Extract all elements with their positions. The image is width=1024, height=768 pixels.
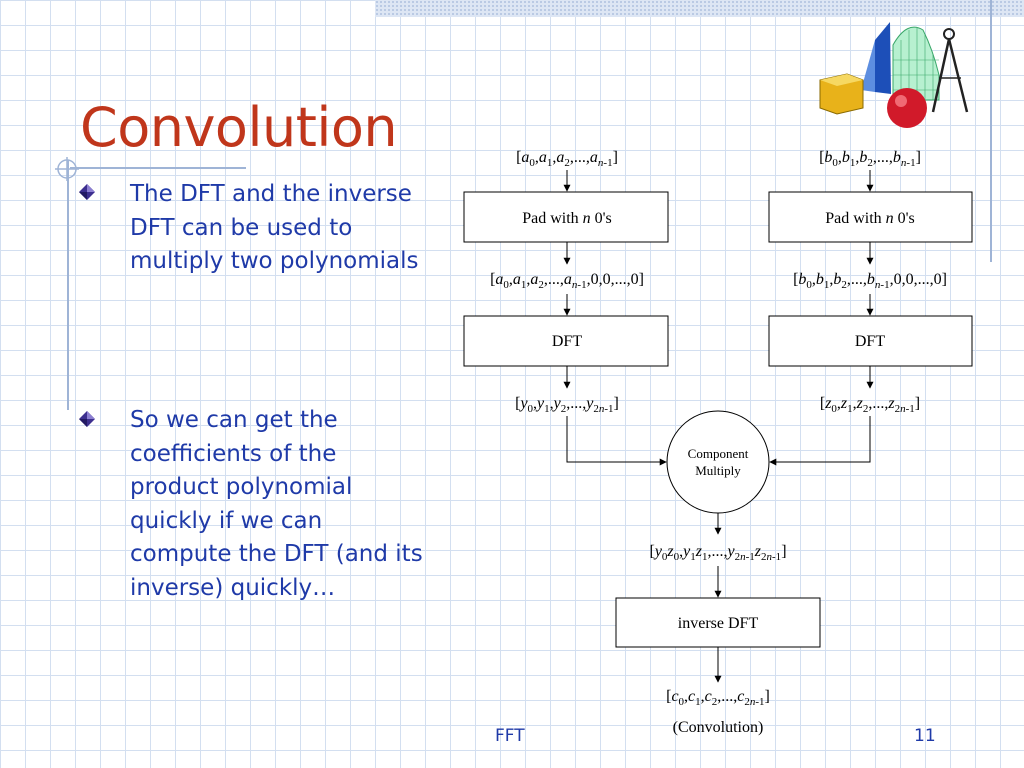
right-input-expression: $[b_0,b_1,b_2,...,b_n-1]$ — [819, 149, 921, 169]
title-underline — [70, 167, 246, 169]
diamond-bullet-icon — [78, 183, 96, 201]
component-multiply-node — [667, 411, 769, 513]
left-decor-rule — [67, 160, 69, 410]
convolution-flow-diagram — [440, 140, 1010, 745]
arrow — [770, 416, 870, 462]
right-transform-expression: $[z_0,z_1,z_2,...,z_2n-1]$ — [819, 395, 921, 415]
inverse-dft-box — [616, 598, 820, 647]
output-caption: (Convolution) — [672, 719, 764, 736]
left-padded-expression: $[a_0,a_1,a_2,...,a_n-1,0,0,...,0]$ — [490, 271, 644, 291]
top-decor-band — [375, 0, 1024, 17]
left-pad-box — [464, 192, 668, 242]
right-dft-box — [769, 316, 972, 366]
svg-text:inverse DFT: inverse DFT — [677, 615, 759, 632]
svg-text:DFT: DFT — [854, 333, 886, 350]
right-pad-box — [769, 192, 972, 242]
svg-text:Pad with n 0's: Pad with n 0's — [825, 210, 915, 227]
slide-title: Convolution — [80, 96, 398, 159]
diamond-bullet-icon — [78, 410, 96, 428]
crosshair-icon — [55, 157, 79, 181]
bullet-text: The DFT and the inverse DFT can be used to multiply two polynomials — [130, 181, 419, 274]
footer-label: FFT — [495, 726, 525, 746]
left-dft-box — [464, 316, 668, 366]
svg-text:Component: Component — [687, 446, 749, 461]
output-expression: $[c_0,c_1,c_2,...,c_2n-1]$ — [666, 688, 770, 708]
right-padded-expression: $[b_0,b_1,b_2,...,b_n-1,0,0,...,0]$ — [793, 271, 947, 291]
geometry-clipart-icon — [815, 20, 985, 130]
svg-text:Multiply: Multiply — [695, 463, 741, 478]
svg-text:DFT: DFT — [551, 333, 583, 350]
page-number: 11 — [914, 726, 936, 746]
product-expression: $[y_0z_0,y_1z_1,...,y_2n-1z_2n-1]$ — [649, 543, 787, 563]
bullet-text: So we can get the coefficients of the product polynomial quickly if we can compute the DFT (and its inverse) quickly… — [130, 407, 423, 601]
left-input-expression: $[a_0,a_1,a_2,...,a_n-1]$ — [516, 149, 618, 169]
svg-text:Pad with n 0's: Pad with n 0's — [522, 210, 612, 227]
left-transform-expression: $[y_0,y_1,y_2,...,y_2n-1]$ — [515, 395, 619, 415]
arrow — [567, 416, 666, 462]
